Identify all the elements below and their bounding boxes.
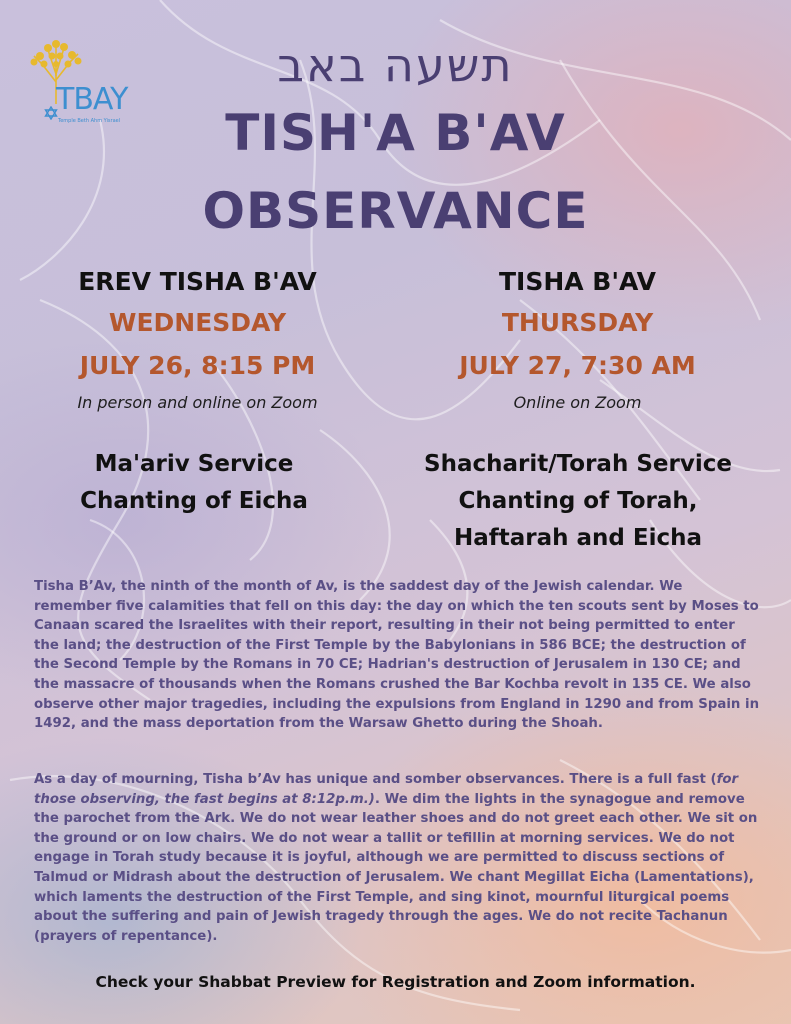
- service-item: Shacharit/Torah Service: [424, 451, 732, 477]
- logo-text: TBAY: [56, 82, 128, 117]
- fast-note: for those observing, the fast begins at 8:12p.m.): [34, 772, 739, 807]
- service-item: Chanting of Torah,: [458, 488, 698, 514]
- description-paragraph-1: Tisha B’Av, the ninth of the month of Av, is the saddest day of the Jewish calendar. We remember five calamities that fell on this day: the day on which the ten scouts sent by Moses to Canaan scared the Israelites with their report, resulting in their not being permitted to enter the land; the destruction of the First Temple by the Babylonians in 586 BCE; the destruction of the Second Temple by the Romans in 70 CE; Hadrian's destruction of Jerusalem in 130 CE; and the massacre of thousands when the Romans crushed the Bar Kochba revolt in 135 CE. We also observe other major tragedies, including the expulsions from England in 1290 and from Spain in 1492, and the mass deportation from the Warsaw Ghetto during the Shoah.: [34, 579, 760, 732]
- event-location-note: In person and online on Zoom: [77, 393, 318, 412]
- description-paragraph-2: [34, 770, 760, 946]
- event-day: WEDNESDAY: [108, 308, 287, 337]
- event-heading: TISHA B'AV: [498, 267, 657, 296]
- service-item: Haftarah and Eicha: [453, 525, 703, 551]
- event-date-time: JULY 27, 7:30 AM: [459, 351, 696, 380]
- service-item: Ma'ariv Service: [94, 451, 294, 477]
- page-title-line2: OBSERVANCE: [202, 182, 589, 240]
- event-heading: EREV TISHA B'AV: [78, 267, 317, 296]
- event-erev: [0, 262, 395, 418]
- logo-subtext: Temple Beth Ahm Yisrael: [58, 118, 121, 124]
- services-tisha: [368, 446, 788, 557]
- page-title-line1: TISH'A B'AV: [225, 104, 566, 162]
- paragraph-text: . We dim the lights in the synagogue and remove the parochet from the Ark. We do not wear leather shoes and do not greet each other. We sit on the ground or on low chairs. We do not wear a tallit or tefillin at morning services. We do not engage in Torah study because it is joyful, although we are permitted to discuss sections of Talmud or Midrash about the destruction of Jerusalem. We chant Megillat Eicha (Lamentations), which laments the destruction of the First Temple, and sing kinot, mournful liturgical poems about the suffering and pain of Jewish tragedy through the ages. We do not recite Tachanun (prayers of repentance).: [34, 791, 758, 944]
- event-location-note: Online on Zoom: [513, 393, 642, 412]
- hebrew-title: תשעה באב: [277, 38, 514, 92]
- event-date-time: JULY 26, 8:15 PM: [79, 351, 316, 380]
- event-tisha: [380, 262, 775, 418]
- services-erev: [0, 446, 404, 520]
- event-day: THURSDAY: [501, 308, 654, 337]
- paragraph-text: As a day of mourning, Tisha b’Av has unique and somber observances. There is a full fast (: [34, 772, 717, 787]
- service-item: Chanting of Eicha: [80, 488, 308, 514]
- footer-note: Check your Shabbat Preview for Registration and Zoom information.: [95, 973, 696, 991]
